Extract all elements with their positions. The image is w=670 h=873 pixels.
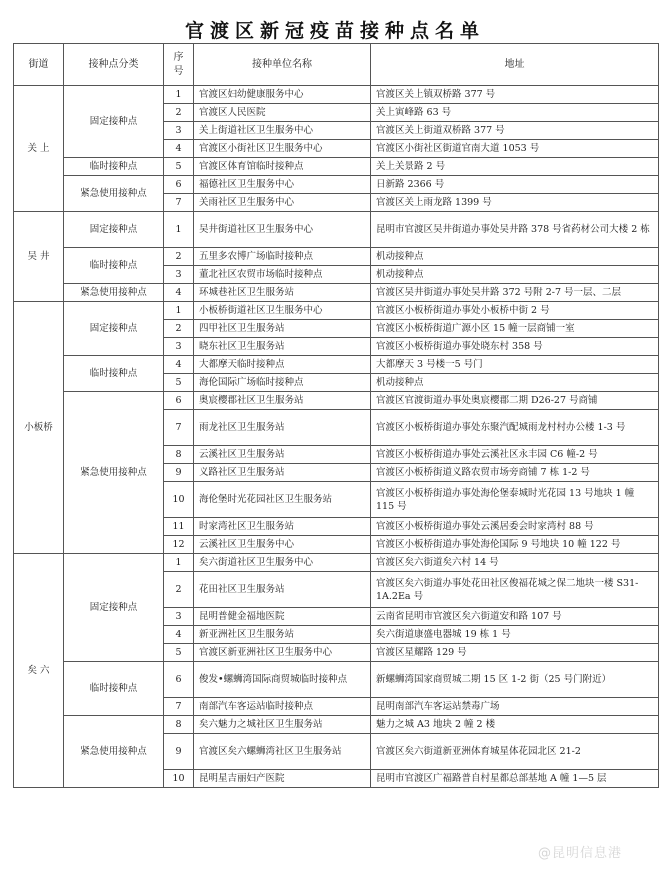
seq-cell: 5 [164,644,194,662]
seq-cell: 2 [164,572,194,608]
unit-name-cell: 海伦国际广场临时接种点 [194,374,371,392]
table-row [14,212,659,248]
seq-cell: 2 [164,320,194,338]
category-cell: 固定接种点 [64,212,164,248]
category-cell: 固定接种点 [64,86,164,158]
unit-name-cell: 昆明星吉丽妇产医院 [194,770,371,788]
unit-name-cell: 官渡区体育馆临时接种点 [194,158,371,176]
address-cell: 官渡区小板桥街道办事处云溪社区永丰园 C6 幢-2 号 [371,446,659,464]
table-row [14,284,659,302]
table-header-row [14,44,659,86]
header-address: 地址 [371,44,659,86]
seq-cell: 7 [164,410,194,446]
unit-name-cell: 官渡区人民医院 [194,104,371,122]
street-cell: 矣 六 [14,554,64,788]
table-row [14,248,659,266]
unit-name-cell: 关雨社区卫生服务中心 [194,194,371,212]
seq-cell: 7 [164,698,194,716]
seq-cell: 5 [164,374,194,392]
seq-cell: 4 [164,284,194,302]
street-cell: 小板桥 [14,302,64,554]
seq-cell: 6 [164,392,194,410]
table-row [14,302,659,320]
unit-name-cell: 南部汽车客运站临时接种点 [194,698,371,716]
address-cell: 官渡区小板桥街道办事处云溪居委会时家湾村 88 号 [371,518,659,536]
address-cell: 官渡区星耀路 129 号 [371,644,659,662]
unit-name-cell: 矣六街道社区卫生服务中心 [194,554,371,572]
address-cell: 矣六街道康盛电器城 19 栋 1 号 [371,626,659,644]
unit-name-cell: 五里多农博广场临时接种点 [194,248,371,266]
address-cell: 关上寅峰路 63 号 [371,104,659,122]
seq-cell: 4 [164,356,194,374]
address-cell: 昆明市官渡区吴井街道办事处吴井路 378 号省药材公司大楼 2 栋 [371,212,659,248]
address-cell: 官渡区关上镇双桥路 377 号 [371,86,659,104]
unit-name-cell: 官渡区妇幼健康服务中心 [194,86,371,104]
unit-name-cell: 义路社区卫生服务站 [194,464,371,482]
table-row [14,554,659,572]
address-cell: 昆明南部汽车客运站禁毒广场 [371,698,659,716]
table-row [14,86,659,104]
address-cell: 官渡区小街社区街道官南大道 1053 号 [371,140,659,158]
unit-name-cell: 雨龙社区卫生服务站 [194,410,371,446]
seq-cell: 9 [164,464,194,482]
unit-name-cell: 环城巷社区卫生服务站 [194,284,371,302]
header-street: 街道 [14,44,64,86]
address-cell: 官渡区矣六街道新亚洲体育城星体花园北区 21-2 [371,734,659,770]
seq-cell: 5 [164,158,194,176]
address-cell: 官渡区小板桥街道办事处小板桥中街 2 号 [371,302,659,320]
unit-name-cell: 昆明普健金福地医院 [194,608,371,626]
address-cell: 官渡区关上街道双桥路 377 号 [371,122,659,140]
seq-cell: 4 [164,140,194,158]
seq-cell: 8 [164,716,194,734]
seq-cell: 10 [164,770,194,788]
unit-name-cell: 花田社区卫生服务站 [194,572,371,608]
address-cell: 官渡区矣六街道矣六村 14 号 [371,554,659,572]
category-cell: 固定接种点 [64,302,164,356]
seq-cell: 6 [164,662,194,698]
seq-cell: 9 [164,734,194,770]
unit-name-cell: 小板桥街道社区卫生服务中心 [194,302,371,320]
address-cell: 关上关景路 2 号 [371,158,659,176]
seq-cell: 7 [164,194,194,212]
address-cell: 机动接种点 [371,374,659,392]
unit-name-cell: 海伦堡时光花园社区卫生服务站 [194,482,371,518]
address-cell: 官渡区小板桥街道办事处海伦国际 9 号地块 10 幢 122 号 [371,536,659,554]
street-cell: 吴 井 [14,212,64,302]
address-cell: 云南省昆明市官渡区矣六街道安和路 107 号 [371,608,659,626]
address-cell: 官渡区矣六街道办事处花田社区俊福花城之保二地块一楼 S31-1A.2Ea 号 [371,572,659,608]
page-title: 官渡区新冠疫苗接种点名单 [184,20,485,42]
unit-name-cell: 四甲社区卫生服务站 [194,320,371,338]
unit-name-cell: 董北社区农贸市场临时接种点 [194,266,371,284]
seq-cell: 3 [164,608,194,626]
address-cell: 官渡区小板桥街道办事处东聚汽配城雨龙村村办公楼 1-3 号 [371,410,659,446]
unit-name-cell: 官渡区矣六螺蛳湾社区卫生服务站 [194,734,371,770]
address-cell: 官渡区小板桥街道办事处海伦堡泰城时光花园 13 号地块 1 幢 115 号 [371,482,659,518]
table-row [14,158,659,176]
address-cell: 官渡区吴井街道办事处吴井路 372 号附 2-7 号一层、二层 [371,284,659,302]
table-row [14,392,659,410]
seq-cell: 3 [164,338,194,356]
address-cell: 官渡区官渡街道办事处奥宸樱郡二期 D26-27 号商铺 [371,392,659,410]
seq-cell: 4 [164,626,194,644]
category-cell: 紧急使用接种点 [64,284,164,302]
seq-cell: 6 [164,176,194,194]
unit-name-cell: 时家湾社区卫生服务站 [194,518,371,536]
category-cell: 固定接种点 [64,554,164,662]
seq-cell: 1 [164,302,194,320]
table-row [14,716,659,734]
watermark: @昆明信息港 [537,846,622,861]
address-cell: 机动接种点 [371,266,659,284]
seq-cell: 2 [164,248,194,266]
seq-cell: 10 [164,482,194,518]
category-cell: 临时接种点 [64,248,164,284]
street-cell: 关 上 [14,86,64,212]
unit-name-cell: 云溪社区卫生服务中心 [194,536,371,554]
category-cell: 临时接种点 [64,158,164,176]
unit-name-cell: 关上街道社区卫生服务中心 [194,122,371,140]
table-row [14,176,659,194]
unit-name-cell: 官渡区小街社区卫生服务中心 [194,140,371,158]
category-cell: 临时接种点 [64,662,164,716]
category-cell: 紧急使用接种点 [64,392,164,554]
unit-name-cell: 官渡区新亚洲社区卫生服务中心 [194,644,371,662]
unit-name-cell: 新亚洲社区卫生服务站 [194,626,371,644]
seq-cell: 2 [164,104,194,122]
table-row [14,662,659,698]
seq-cell: 1 [164,212,194,248]
address-cell: 官渡区小板桥街道广源小区 15 幢一层商铺一室 [371,320,659,338]
unit-name-cell: 吴井街道社区卫生服务中心 [194,212,371,248]
unit-name-cell: 云溪社区卫生服务站 [194,446,371,464]
unit-name-cell: 福德社区卫生服务中心 [194,176,371,194]
address-cell: 新螺蛳湾国家商贸城二期 15 区 1-2 街（25 号门附近） [371,662,659,698]
unit-name-cell: 奥宸樱郡社区卫生服务站 [194,392,371,410]
address-cell: 机动接种点 [371,248,659,266]
unit-name-cell: 大都摩天临时接种点 [194,356,371,374]
category-cell: 紧急使用接种点 [64,176,164,212]
unit-name-cell: 矣六魅力之城社区卫生服务站 [194,716,371,734]
header-unit: 接种单位名称 [194,44,371,86]
address-cell: 官渡区小板桥街道义路农贸市场旁商铺 7 栋 1-2 号 [371,464,659,482]
address-cell: 大都摩天 3 号楼一5 号门 [371,356,659,374]
seq-cell: 1 [164,554,194,572]
vaccination-sites-table [13,43,659,788]
seq-cell: 11 [164,518,194,536]
seq-cell: 3 [164,122,194,140]
address-cell: 昆明市官渡区广福路普自村星都总部基地 A 幢 1—5 层 [371,770,659,788]
unit-name-cell: 晓东社区卫生服务站 [194,338,371,356]
address-cell: 日新路 2366 号 [371,176,659,194]
table-row [14,356,659,374]
address-cell: 官渡区关上雨龙路 1399 号 [371,194,659,212]
category-cell: 紧急使用接种点 [64,716,164,788]
seq-cell: 8 [164,446,194,464]
seq-cell: 3 [164,266,194,284]
header-category: 接种点分类 [64,44,164,86]
table-body [14,86,659,788]
category-cell: 临时接种点 [64,356,164,392]
unit-name-cell: 俊发•螺蛳湾国际商贸城临时接种点 [194,662,371,698]
header-seq: 序号 [164,44,194,86]
address-cell: 魅力之城 A3 地块 2 幢 2 楼 [371,716,659,734]
seq-cell: 12 [164,536,194,554]
address-cell: 官渡区小板桥街道办事处晓东村 358 号 [371,338,659,356]
seq-cell: 1 [164,86,194,104]
